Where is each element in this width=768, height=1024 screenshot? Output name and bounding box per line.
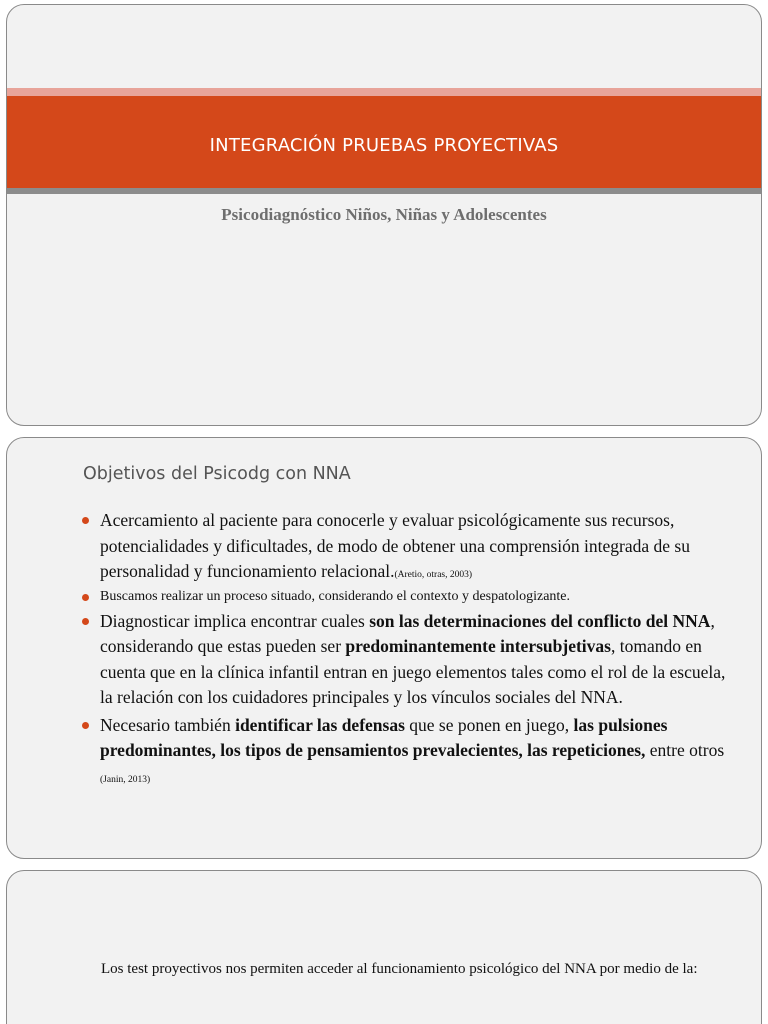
bullet-item-diagnose [81, 609, 731, 711]
title-slide [6, 4, 762, 426]
bullet-dot-icon [82, 722, 89, 729]
slide-heading: Objetivos del Psicodg con NNA [83, 464, 351, 484]
title-band-accent [7, 88, 761, 96]
slide-body-text: Los test proyectivos nos permiten acceder al funcionamiento psicológico del NNA por medio de la: [101, 961, 698, 977]
bullet-text: Necesario también [100, 714, 236, 735]
projective-tests-slide [6, 870, 762, 1024]
bullet-dot-icon [82, 594, 89, 601]
citation: (Aretio, otras, 2003) [394, 570, 473, 580]
bullet-text: que se ponen en juego, [404, 714, 574, 735]
bullet-emphasis: son las determinaciones del conflicto del NNA [369, 610, 711, 631]
bullet-list [81, 508, 731, 789]
bullet-item-process [81, 588, 731, 606]
bullet-text: , considerando que estas pueden ser [100, 610, 715, 656]
slide-subtitle: Psicodiagnóstico Niños, Niñas y Adolescentes [221, 205, 547, 224]
slide-title: INTEGRACIÓN PRUEBAS PROYECTIVAS [209, 134, 559, 156]
bullet-item-approach [81, 508, 731, 585]
bullet-item-defenses [81, 713, 731, 790]
bullet-text: Diagnosticar implica encontrar cuales [100, 610, 370, 631]
bullet-emphasis: predominantemente intersubjetivas [345, 636, 611, 656]
bullet-dot-icon [82, 517, 89, 524]
title-band-divider [7, 188, 761, 194]
objectives-slide [6, 437, 762, 859]
bullet-emphasis: identificar las defensas [235, 714, 405, 735]
bullet-dot-icon [82, 618, 89, 625]
bullet-text: Acercamiento al paciente para conocerle y evaluar psicológicamente sus recursos, potencialidades y dificultades, de modo de obtener una comprensión integrada de su personalidad y funcionamiento relacional. [100, 510, 690, 581]
bullet-text: , tomando en cuenta que en la clínica infantil entran en juego elementos tales como el rol de la escuela, la relación con los cuidadores principales y los vínculos sociales del NNA. [100, 636, 726, 707]
bullet-text: entre otros [645, 740, 725, 760]
bullet-text: Buscamos realizar un proceso situado, considerando el contexto y despatologizante. [100, 588, 571, 604]
bullet-emphasis: las pulsiones predominantes, los tipos de pensamientos prevalecientes, las repeticiones, [100, 714, 668, 760]
citation: (Janin, 2013) [100, 774, 151, 785]
title-band [7, 96, 761, 188]
